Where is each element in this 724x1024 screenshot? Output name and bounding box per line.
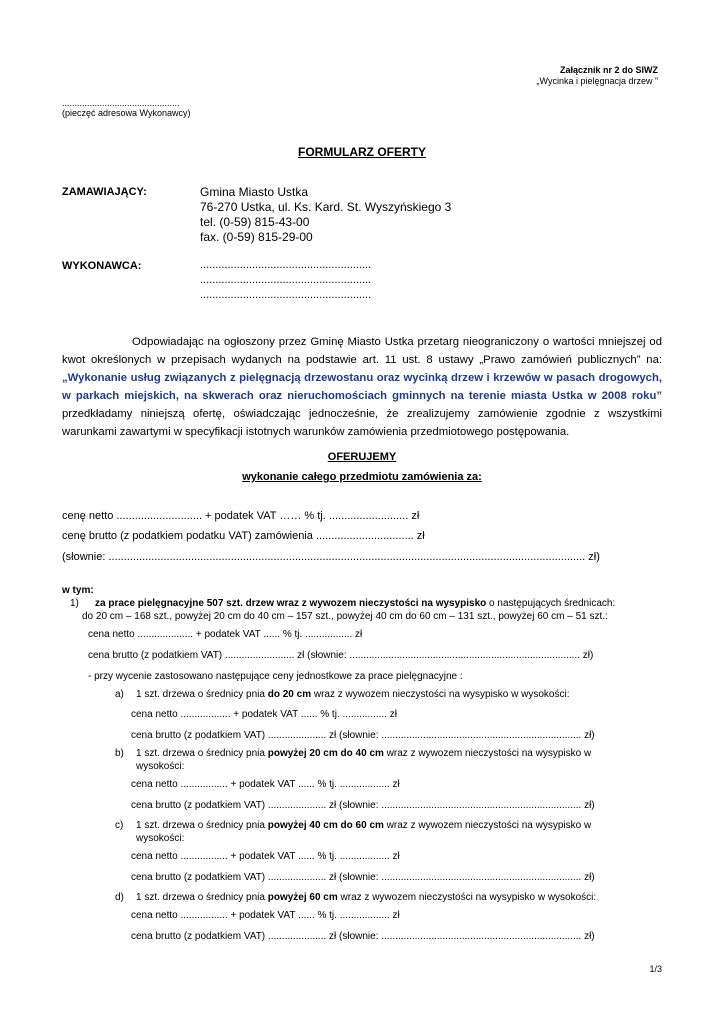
order-title: „Wykonanie usług związanych z pielęgnacją drzewostanu oraz wycinką drzew i krzewów w pasach drogowych, w parkach miejskich, na skwerach oraz nieruchomościach gminnych na terenie miasta Ustka w 2008 roku” — [62, 372, 662, 402]
intro-text-2: przedkładamy niniejszą ofertę, oświadczając jednocześnie, że zrealizujemy zamówienie zgodnie z wszystkimi warunkami zawartymi w specyfikacji istotnych warunków zamówienia przedmiotowego postępowania. — [62, 408, 662, 438]
subheading: wykonanie całego przedmiotu zamówienia za: — [242, 471, 482, 483]
item1-number: 1) — [70, 598, 79, 609]
fill-line: ........................................................ — [200, 259, 372, 271]
item1-brutto: cena brutto (z podatkiem VAT) ......................... zł (słownie: ................................................................................... zł) — [88, 650, 594, 661]
item1-netto: cena netto .................... + podatek VAT ...... % tj. ................. zł — [88, 629, 363, 640]
intro-text-1: Odpowiadając na ogłoszony przez Gminę Miasto Ustka przetarg nieograniczony o wartości mniejszej od kwot określonych w przepisach wydanych na podstawie art. 11 ust. 8 ustawy „Prawo zamówień publicznych” na: — [62, 336, 662, 366]
stamp-label: (pieczęć adresowa Wykonawcy) — [62, 108, 191, 118]
attachment-label: Załącznik nr 2 do SIWZ — [559, 65, 658, 75]
item1-rest: o następujących średnicach: — [486, 598, 616, 609]
wykonawca-fill — [200, 258, 371, 303]
page-number: 1/3 — [649, 964, 662, 974]
sub-b-brutto: cena brutto (z podatkiem VAT) ..................... zł (słownie: ........................................................................ zł) — [131, 800, 595, 811]
fill-line: ........................................................ — [200, 289, 372, 301]
page-title: FORMULARZ OFERTY — [298, 145, 426, 159]
sub-b-letter: b) — [115, 748, 124, 759]
wtym-label: w tym: — [62, 585, 94, 596]
zamawiajacy-label: ZAMAWIAJĄCY: — [62, 186, 147, 198]
item1-line2: do 20 cm – 168 szt., powyżej 20 cm do 40 cm – 157 szt., powyżej 40 cm do 60 cm – 131 szt., powyżej 60 cm – 51 szt.: — [82, 611, 608, 622]
sub-c-letter: c) — [115, 820, 124, 831]
sub-c-netto: cena netto ................. + podatek VAT ...... % tj. .................. zł — [131, 851, 400, 862]
sub-c-desc: 1 szt. drzewa o średnicy pnia powyżej 40 cm do 60 cm wraz z wywozem nieczystości na wysypisko w — [136, 820, 592, 831]
sub-a-desc: 1 szt. drzewa o średnicy pnia do 20 cm wraz z wywozem nieczystości na wysypisko w wysokości: — [136, 689, 570, 700]
intro-paragraph — [62, 333, 662, 441]
price-slownie: (słownie: ............................................................................................................................................................ zł) — [62, 551, 600, 563]
price-brutto: cenę brutto (z podatkiem podatku VAT) zamówienia ................................ zł — [62, 530, 425, 542]
sub-b-line2: wysokości: — [136, 761, 185, 772]
oferujemy-heading: OFERUJEMY — [327, 451, 397, 463]
wykonawca-label: WYKONAWCA: — [62, 260, 142, 272]
sub-d-desc: 1 szt. drzewa o średnicy pnia powyżej 60 cm wraz z wywozem nieczystości na wysypisko w wysokości: — [136, 892, 597, 903]
item1-note: - przy wycenie zastosowano następujące ceny jednostkowe za prace pielęgnacyjne : — [88, 671, 463, 682]
address-line: tel. (0-59) 815-43-00 — [200, 215, 310, 229]
item1-bold: za prace pielęgnacyjne 507 szt. drzew wraz z wywozem nieczystości na wysypisko — [95, 598, 487, 609]
sub-b-desc: 1 szt. drzewa o średnicy pnia powyżej 20 cm do 40 cm wraz z wywozem nieczystości na wysypisko w — [136, 748, 592, 759]
sub-a-letter: a) — [115, 689, 124, 700]
sub-a-netto: cena netto .................. + podatek VAT ...... % tj. ................ zł — [131, 709, 397, 720]
fill-line: ........................................................ — [200, 274, 372, 286]
price-netto: cenę netto ............................ + podatek VAT …… % tj. .......................... zł — [62, 510, 420, 522]
address-line: fax. (0-59) 815-29-00 — [200, 230, 313, 244]
sub-d-netto: cena netto ................. + podatek VAT ...... % tj. .................. zł — [131, 910, 400, 921]
address-line: 76-270 Ustka, ul. Ks. Kard. St. Wyszyńskiego 3 — [200, 200, 452, 214]
stamp-dots: ............................................... — [62, 98, 180, 108]
sub-a-brutto: cena brutto (z podatkiem VAT) ..................... zł (słownie: ........................................................................ zł) — [131, 730, 595, 741]
sub-c-line2: wysokości: — [136, 833, 185, 844]
zamawiajacy-address — [200, 185, 451, 245]
sub-b-netto: cena netto ................. + podatek VAT ...... % tj. .................. zł — [131, 779, 400, 790]
address-line: Gmina Miasto Ustka — [200, 185, 309, 199]
sub-d-brutto: cena brutto (z podatkiem VAT) ..................... zł (słownie: ........................................................................ zł) — [131, 931, 595, 942]
sub-d-letter: d) — [115, 892, 124, 903]
item1-heading — [95, 598, 615, 609]
subject-label: „Wycinka i pielęgnacja drzew ” — [536, 76, 658, 86]
sub-c-brutto: cena brutto (z podatkiem VAT) ..................... zł (słownie: ........................................................................ zł) — [131, 872, 595, 883]
